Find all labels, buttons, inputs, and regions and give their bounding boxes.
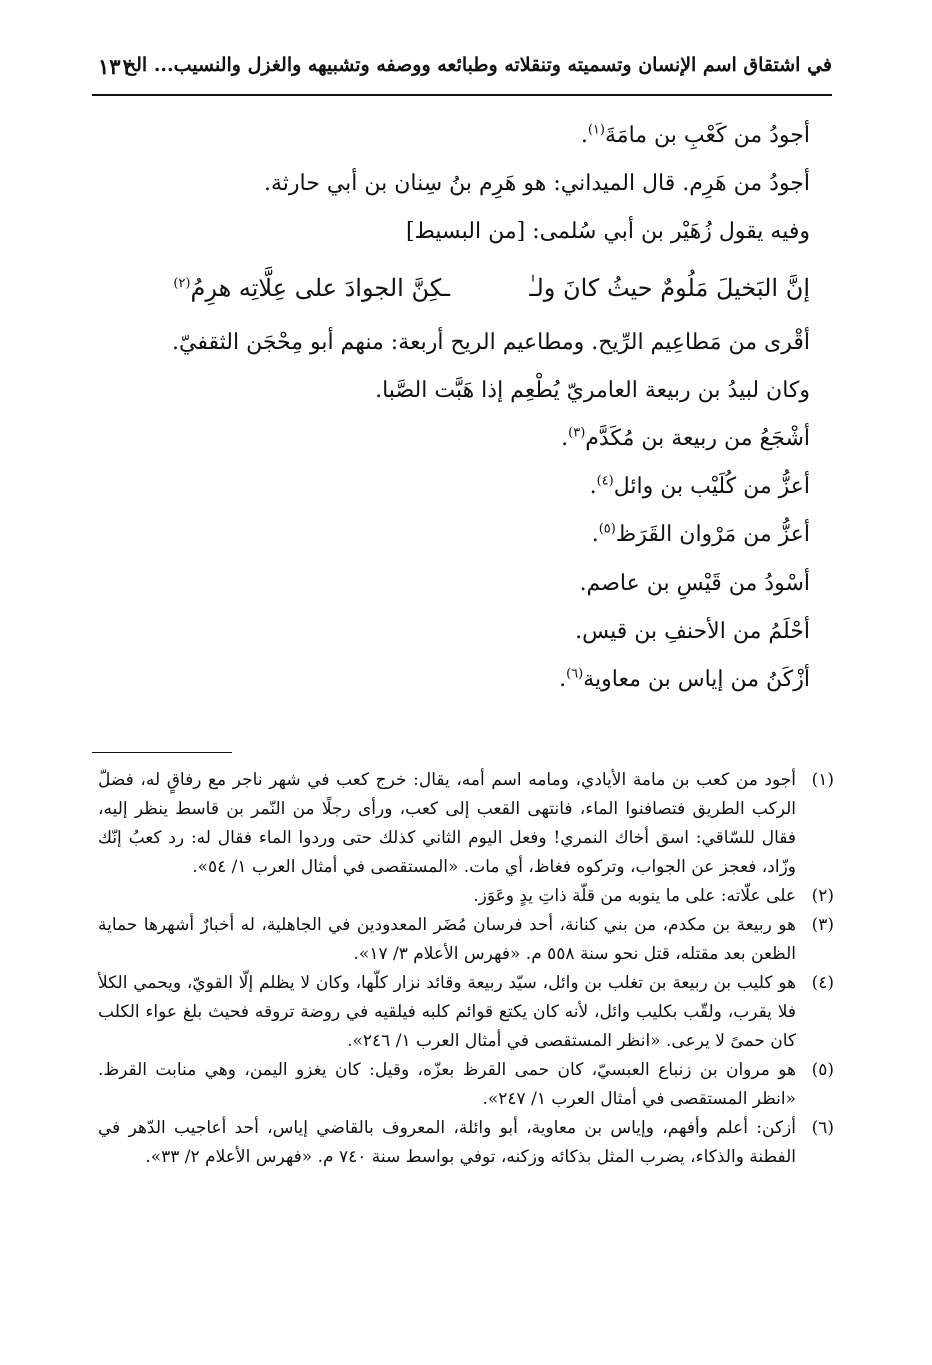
line-text: أعزُّ من كُلَيْب بن وائل bbox=[613, 474, 810, 500]
footnote-text: على علّاته: على ما ينوبه من قلّة ذاتِ يدٍ وعَوَز. bbox=[473, 886, 796, 906]
footnote-number: (٦) bbox=[811, 1118, 834, 1138]
line-text: أشْجَعُ من ربيعة بن مُكَدَّم bbox=[585, 425, 810, 451]
footnote-number: (٤) bbox=[811, 973, 834, 993]
line-tail: . bbox=[559, 666, 567, 692]
line-tail: . bbox=[589, 474, 597, 500]
line-text: أعزُّ من مَرْوان القَرَظ bbox=[615, 522, 810, 548]
footnote bbox=[98, 882, 834, 911]
footnote-marker: (٢) bbox=[173, 275, 191, 291]
text-line bbox=[120, 208, 810, 256]
footnote-number: (١) bbox=[811, 770, 834, 790]
footnote-marker: (٥) bbox=[598, 521, 616, 537]
footnote-number: (٣) bbox=[811, 915, 834, 935]
line-text: وفيه يقول زُهَيْر بن أبي سُلمى: [من البسيط] bbox=[405, 219, 810, 245]
footnote bbox=[98, 969, 834, 1056]
running-header-title: في اشتقاق اسم الإنسان وتسميته وتنقلاته وطبائعه ووصفه وتشبيهه والغزل والنسيب... الخ bbox=[123, 54, 832, 76]
footnote-text: هو مروان بن زنباع العبسيّ، كان حمى القرظ بعزّه، وقيل: كان يغزو اليمن، وهي منابت القرظ. «انظر المستقصى في أمثال العرب ١/ ٢٤٧». bbox=[98, 1060, 796, 1109]
footnote-text: أزكن: أعلم وأفهم، وإياس بن معاوية، أبو وائلة، المعروف بالقاضي إياس، أحد أعاجيب الدّهر في الفطنة والذكاء، يضرب المثل بذكائه وزكنه، توفي بواسط سنة ٧٤٠ م. «فهرس الأعلام ٢/ ٣٣». bbox=[98, 1118, 796, 1167]
text-line bbox=[120, 560, 810, 608]
text-line bbox=[120, 112, 810, 160]
line-text: وكان لبيدُ بن ربيعة العامريّ يُطْعِم إذا هَبَّت الصَّبا. bbox=[375, 377, 810, 403]
footnote-number: (٥) bbox=[811, 1060, 834, 1080]
footnote bbox=[98, 1056, 834, 1114]
main-text bbox=[120, 112, 810, 704]
text-line bbox=[120, 608, 810, 656]
footnote-number: (٢) bbox=[811, 886, 834, 906]
text-line bbox=[120, 463, 810, 511]
footnote-text: هو ربيعة بن مكدم، من بني كنانة، أحد فرسان مُضَر المعدودين في الجاهلية، له أخبارٌ أشهرها حماية الظعن بعد مقتله، قتل نحو سنة ٥٥٨ م. «فهرس الأعلام ٣/ ١٧». bbox=[98, 915, 796, 964]
footnote bbox=[98, 1114, 834, 1172]
line-text: أجودُ من هَرِم. قال الميداني: هو هَرِم بنُ سِنان بن أبي حارثة. bbox=[263, 171, 810, 197]
running-header bbox=[92, 46, 832, 96]
text-line bbox=[120, 319, 810, 367]
text-line bbox=[120, 656, 810, 704]
footnote-marker: (٤) bbox=[596, 473, 614, 489]
footnote-separator bbox=[92, 752, 232, 753]
line-text: أقْرى من مَطاعِيم الرِّيح. ومطاعيم الريح أربعة: منهم أبو مِحْجَن الثقفيّ. bbox=[172, 329, 810, 355]
footnote-marker: (٣) bbox=[568, 425, 586, 441]
footnote bbox=[98, 766, 834, 882]
text-line bbox=[120, 415, 810, 463]
line-tail: . bbox=[591, 522, 599, 548]
poetry-verse bbox=[120, 257, 810, 319]
footnote-text: أجود من كعب بن مامة الأيادي، ومامه اسم أمه، يقال: خرج كعب في شهر ناجر مع رفاقٍ له، فضلّ الركب الطريق فتصافنوا الماء، فانتهى القعب إلى كعب، ورأى رجلًا من النّمر بن قاسط ينظر إليه، فقال للسّاقي: اسق أخاك النمري! وفعل اليوم الثاني كذلك حتى وردوا الماء فقال له: رد كعبُ إنّك وزّاد، فعجز عن الجواب، وتركوه فغاظ، أي مات. «المستقصى في أمثال العرب ١/ ٥٤». bbox=[98, 770, 796, 877]
footnote bbox=[98, 911, 834, 969]
line-text: أسْودُ من قَيْسِ بن عاصم. bbox=[579, 570, 810, 596]
line-tail: . bbox=[580, 123, 588, 148]
line-text: أزْكَنُ من إياس بن معاوية bbox=[583, 666, 810, 692]
footnotes bbox=[98, 766, 834, 1172]
footnote-text: هو كليب بن ربيعة بن تغلب بن وائل، سيّد ربيعة وقائد نزار كلّها، وكان لا يظلم إلّا القويّ، ويحمي الكلأ فلا يقرب، ولقّب بكليب وائل، لأنه كان يكتع قوائم كلبه فيلقيه في روضة تروقه فحيث بلغ عواء الكلب كان حمىً لا يرعى. «انظر المستقصى في أمثال العرب ١/ ٢٤٦». bbox=[98, 973, 796, 1051]
verse-first-hemistich: إنَّ البَخيلَ مَلُومٌ حيثُ كانَ ولـٰ bbox=[529, 273, 810, 302]
footnote-marker: (٦) bbox=[566, 666, 584, 682]
line-tail: . bbox=[561, 425, 569, 451]
text-line bbox=[120, 160, 810, 208]
text-line bbox=[120, 511, 810, 559]
line-text: أحْلَمُ من الأحنفِ بن قيس. bbox=[575, 618, 810, 644]
line-text: أجودُ من كَعْبِ بن مامَةَ bbox=[604, 123, 810, 148]
footnote-marker: (١) bbox=[587, 122, 605, 138]
page-number: ١٣١ bbox=[98, 54, 132, 79]
verse-second-hemistich: ـكِنَّ الجوادَ على عِلَّاتِه هرِمُ bbox=[190, 273, 450, 302]
text-line bbox=[120, 367, 810, 415]
